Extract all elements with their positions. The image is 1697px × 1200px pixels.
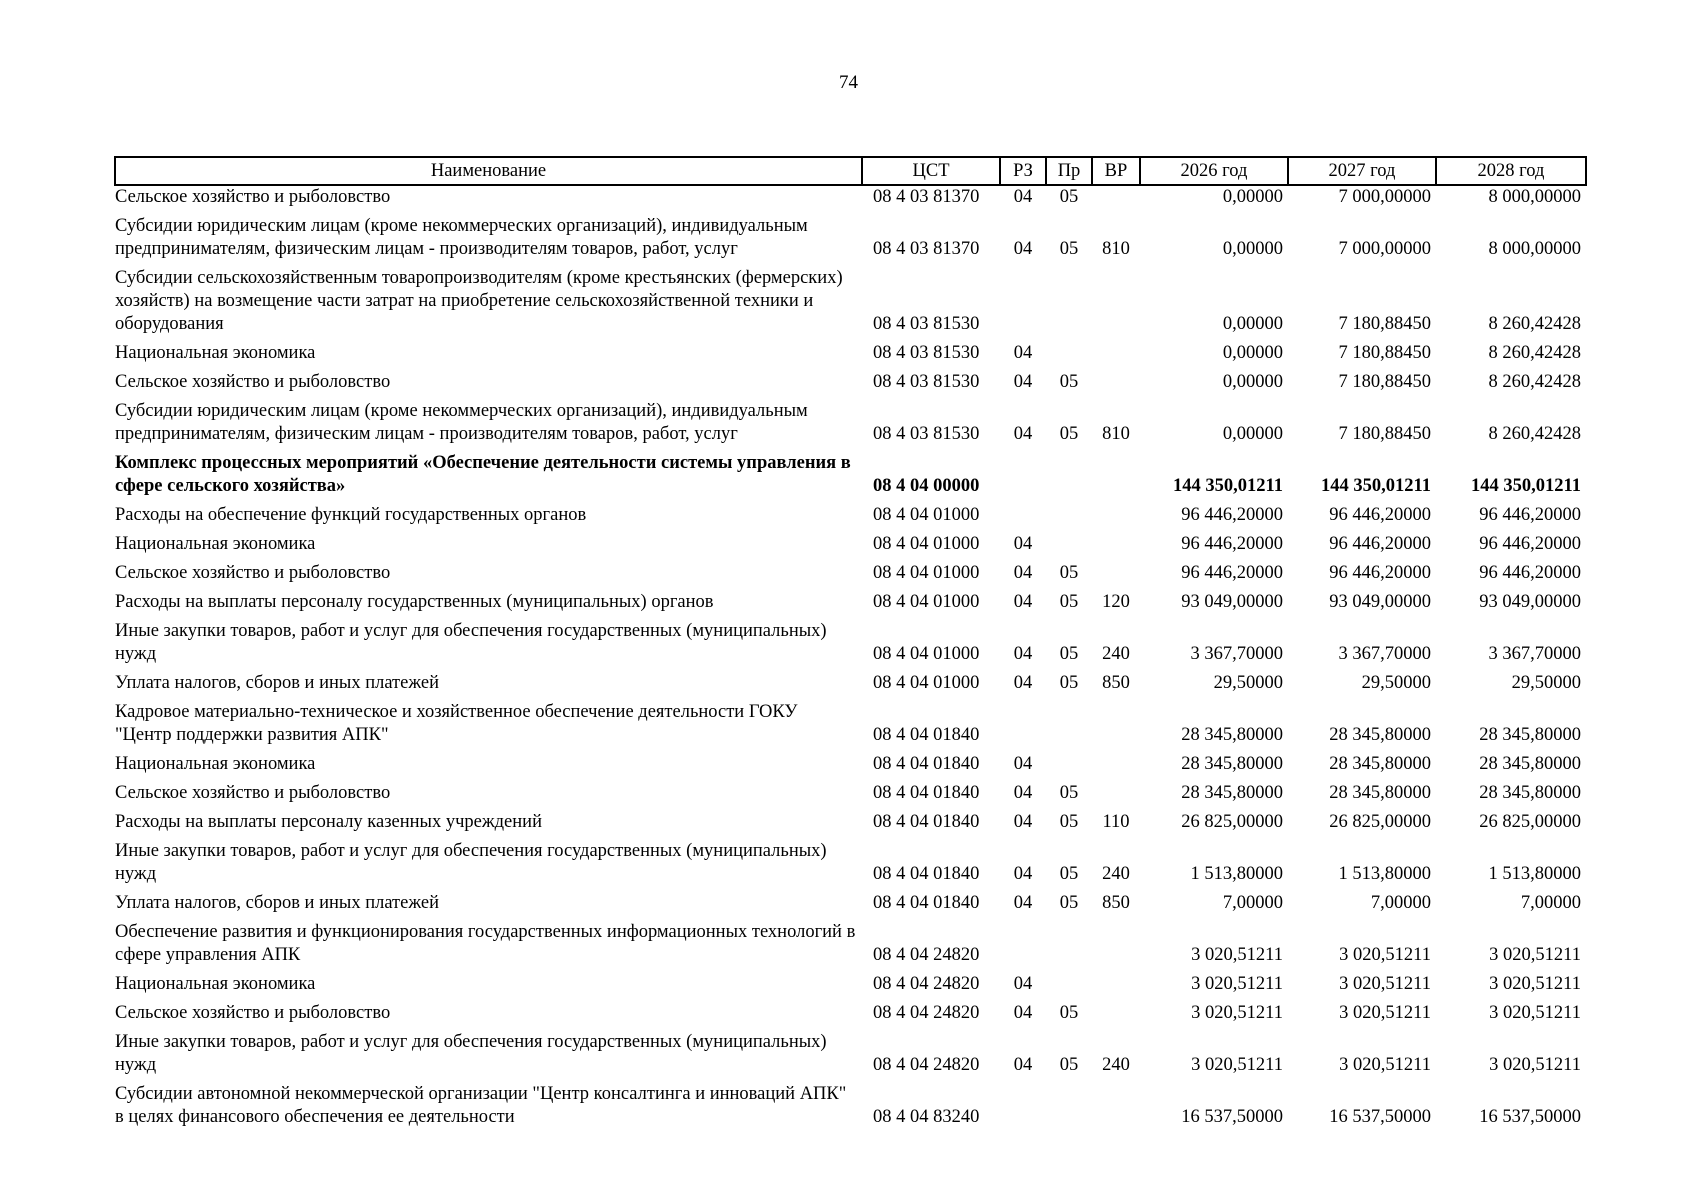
row-cst: 08 4 04 24820 — [873, 974, 980, 994]
row-rz: 04 — [1013, 644, 1033, 664]
row-rz: 04 — [1013, 239, 1033, 259]
row-value-2027: 3 367,70000 — [1338, 644, 1431, 664]
row-name: Расходы на выплаты персоналу казенных учреждений — [115, 812, 542, 832]
row-vr — [1092, 185, 1140, 209]
row-name: Комплекс процессных мероприятий «Обеспечение деятельности системы управления в сфере сельского хозяйства» — [115, 453, 851, 496]
table-row — [115, 446, 1586, 498]
row-value-2027: 28 345,80000 — [1329, 725, 1431, 745]
row-value-2028: 8 260,42428 — [1488, 372, 1581, 392]
table-header — [115, 157, 1586, 185]
row-value-2026: 0,00000 — [1222, 314, 1283, 334]
row-cst: 08 4 04 01000 — [873, 592, 980, 612]
row-pr: 05 — [1059, 424, 1079, 444]
row-value-2027: 16 537,50000 — [1329, 1107, 1431, 1127]
row-rz — [1000, 446, 1046, 498]
row-value-2027: 96 446,20000 — [1329, 505, 1431, 525]
table-row — [115, 527, 1586, 556]
row-pr — [1046, 747, 1092, 776]
row-name: Обеспечение развития и функционирования государственных информационных технологий в сфере управления АПК — [115, 922, 856, 965]
row-value-2027: 96 446,20000 — [1329, 534, 1431, 554]
row-rz: 04 — [1013, 187, 1033, 207]
row-value-2028: 3 020,51211 — [1489, 945, 1581, 965]
budget-table — [114, 156, 1587, 1129]
table-row — [115, 666, 1586, 695]
table-row — [115, 336, 1586, 365]
header-2027: 2027 год — [1288, 157, 1436, 185]
row-value-2028: 96 446,20000 — [1479, 505, 1581, 525]
row-vr — [1092, 336, 1140, 365]
row-cst: 08 4 04 24820 — [873, 945, 980, 965]
row-rz: 04 — [1013, 783, 1033, 803]
row-rz — [1000, 498, 1046, 527]
row-value-2026: 3 020,51211 — [1191, 974, 1283, 994]
row-pr: 05 — [1059, 1055, 1079, 1075]
row-vr — [1092, 498, 1140, 527]
row-cst: 08 4 04 01840 — [873, 754, 980, 774]
table-row — [115, 886, 1586, 915]
row-pr: 05 — [1059, 893, 1079, 913]
row-rz: 04 — [1013, 534, 1033, 554]
table-row — [115, 1077, 1586, 1129]
table-row — [115, 209, 1586, 261]
row-rz — [1000, 1077, 1046, 1129]
row-value-2026: 144 350,01211 — [1173, 476, 1283, 496]
row-value-2026: 28 345,80000 — [1181, 783, 1283, 803]
row-value-2028: 1 513,80000 — [1488, 864, 1581, 884]
row-value-2026: 0,00000 — [1222, 187, 1283, 207]
row-value-2026: 0,00000 — [1222, 424, 1283, 444]
row-value-2027: 3 020,51211 — [1339, 974, 1431, 994]
row-pr: 05 — [1059, 239, 1079, 259]
row-value-2026: 16 537,50000 — [1181, 1107, 1283, 1127]
row-vr: 240 — [1102, 1055, 1130, 1075]
row-pr — [1046, 1077, 1092, 1129]
row-vr: 810 — [1102, 239, 1130, 259]
row-value-2027: 93 049,00000 — [1329, 592, 1431, 612]
row-value-2026: 3 020,51211 — [1191, 1003, 1283, 1023]
row-cst: 08 4 04 24820 — [873, 1003, 980, 1023]
row-vr — [1092, 556, 1140, 585]
row-name: Кадровое материально-техническое и хозяйственное обеспечение деятельности ГОКУ "Центр поддержки развития АПК" — [115, 702, 798, 745]
row-value-2027: 3 020,51211 — [1339, 1055, 1431, 1075]
row-vr — [1092, 527, 1140, 556]
row-vr — [1092, 365, 1140, 394]
row-vr: 850 — [1102, 893, 1130, 913]
row-vr — [1092, 747, 1140, 776]
row-value-2028: 8 260,42428 — [1488, 424, 1581, 444]
table-row — [115, 967, 1586, 996]
row-value-2028: 28 345,80000 — [1479, 754, 1581, 774]
header-name: Наименование — [115, 157, 862, 185]
table-row — [115, 614, 1586, 666]
row-vr: 240 — [1102, 864, 1130, 884]
row-pr: 05 — [1059, 644, 1079, 664]
row-value-2028: 28 345,80000 — [1479, 725, 1581, 745]
row-vr — [1092, 996, 1140, 1025]
table-row — [115, 747, 1586, 776]
header-rz: РЗ — [1000, 157, 1046, 185]
row-value-2028: 96 446,20000 — [1479, 563, 1581, 583]
row-value-2026: 0,00000 — [1222, 239, 1283, 259]
header-pr: Пр — [1046, 157, 1092, 185]
row-value-2026: 0,00000 — [1222, 372, 1283, 392]
row-cst: 08 4 04 01000 — [873, 644, 980, 664]
row-rz: 04 — [1013, 1003, 1033, 1023]
row-value-2028: 96 446,20000 — [1479, 534, 1581, 554]
row-name: Сельское хозяйство и рыболовство — [115, 372, 391, 392]
row-value-2026: 3 367,70000 — [1190, 644, 1283, 664]
row-value-2026: 28 345,80000 — [1181, 754, 1283, 774]
table-row — [115, 805, 1586, 834]
row-pr — [1046, 446, 1092, 498]
row-name: Национальная экономика — [115, 534, 316, 554]
row-value-2026: 93 049,00000 — [1181, 592, 1283, 612]
row-value-2027: 7 180,88450 — [1338, 372, 1431, 392]
row-cst: 08 4 04 01000 — [873, 534, 980, 554]
row-rz: 04 — [1013, 1055, 1033, 1075]
row-vr — [1092, 967, 1140, 996]
row-name: Сельское хозяйство и рыболовство — [115, 563, 391, 583]
row-value-2028: 26 825,00000 — [1479, 812, 1581, 832]
table-row — [115, 365, 1586, 394]
row-name: Иные закупки товаров, работ и услуг для обеспечения государственных (муниципальных) нужд — [115, 841, 827, 884]
row-cst: 08 4 04 01000 — [873, 563, 980, 583]
row-value-2027: 1 513,80000 — [1338, 864, 1431, 884]
row-value-2028: 3 020,51211 — [1489, 1055, 1581, 1075]
table-row — [115, 556, 1586, 585]
row-vr — [1092, 776, 1140, 805]
row-value-2028: 3 020,51211 — [1489, 974, 1581, 994]
row-value-2027: 3 020,51211 — [1339, 945, 1431, 965]
row-pr: 05 — [1059, 812, 1079, 832]
header-2028: 2028 год — [1436, 157, 1586, 185]
table-row — [115, 776, 1586, 805]
row-pr — [1046, 261, 1092, 336]
row-name: Национальная экономика — [115, 974, 316, 994]
row-name: Расходы на выплаты персоналу государственных (муниципальных) органов — [115, 592, 714, 612]
row-value-2027: 144 350,01211 — [1321, 476, 1431, 496]
row-pr: 05 — [1059, 1003, 1079, 1023]
row-vr — [1092, 261, 1140, 336]
row-cst: 08 4 04 01840 — [873, 893, 980, 913]
row-vr — [1092, 1077, 1140, 1129]
table-row — [115, 498, 1586, 527]
row-pr: 05 — [1059, 592, 1079, 612]
row-rz: 04 — [1013, 343, 1033, 363]
row-value-2027: 7 180,88450 — [1338, 314, 1431, 334]
row-value-2028: 144 350,01211 — [1471, 476, 1581, 496]
row-name: Субсидии юридическим лицам (кроме некоммерческих организаций), индивидуальным предпринимателям, физическим лицам - производителям товаров, работ, услуг — [115, 401, 808, 444]
row-value-2026: 26 825,00000 — [1181, 812, 1283, 832]
row-rz — [1000, 695, 1046, 747]
row-value-2028: 16 537,50000 — [1479, 1107, 1581, 1127]
row-value-2027: 7 000,00000 — [1338, 239, 1431, 259]
row-rz: 04 — [1013, 372, 1033, 392]
table-row — [115, 695, 1586, 747]
row-rz: 04 — [1013, 424, 1033, 444]
row-value-2028: 3 367,70000 — [1488, 644, 1581, 664]
row-pr: 05 — [1059, 864, 1079, 884]
row-rz: 04 — [1013, 592, 1033, 612]
row-vr — [1092, 695, 1140, 747]
row-value-2027: 26 825,00000 — [1329, 812, 1431, 832]
row-value-2026: 96 446,20000 — [1181, 563, 1283, 583]
row-value-2026: 3 020,51211 — [1191, 945, 1283, 965]
row-name: Субсидии сельскохозяйственным товаропроизводителям (кроме крестьянских (фермерских) хозяйств) на возмещение части затрат на приобретение сельскохозяйственной техники и оборудования — [115, 268, 843, 334]
row-name: Уплата налогов, сборов и иных платежей — [115, 893, 440, 913]
row-cst: 08 4 03 81370 — [873, 239, 980, 259]
row-name: Уплата налогов, сборов и иных платежей — [115, 673, 440, 693]
row-rz: 04 — [1013, 864, 1033, 884]
page-number: 74 — [839, 72, 858, 93]
row-value-2028: 28 345,80000 — [1479, 783, 1581, 803]
row-pr: 05 — [1059, 563, 1079, 583]
row-cst: 08 4 04 83240 — [873, 1107, 980, 1127]
row-pr: 05 — [1059, 187, 1079, 207]
row-rz: 04 — [1013, 812, 1033, 832]
row-pr — [1046, 336, 1092, 365]
header-cst: ЦСТ — [862, 157, 1000, 185]
row-vr: 240 — [1102, 644, 1130, 664]
row-vr: 850 — [1102, 673, 1130, 693]
row-cst: 08 4 03 81530 — [873, 372, 980, 392]
row-value-2026: 1 513,80000 — [1190, 864, 1283, 884]
row-cst: 08 4 03 81370 — [873, 187, 980, 207]
row-name: Иные закупки товаров, работ и услуг для обеспечения государственных (муниципальных) нужд — [115, 621, 827, 664]
row-rz: 04 — [1013, 893, 1033, 913]
row-cst: 08 4 04 01000 — [873, 673, 980, 693]
header-vr: ВР — [1092, 157, 1140, 185]
table-row — [115, 1025, 1586, 1077]
row-vr: 810 — [1102, 424, 1130, 444]
row-value-2026: 96 446,20000 — [1181, 505, 1283, 525]
row-vr — [1092, 915, 1140, 967]
row-pr: 05 — [1059, 673, 1079, 693]
row-name: Субсидии юридическим лицам (кроме некоммерческих организаций), индивидуальным предпринимателям, физическим лицам - производителям товаров, работ, услуг — [115, 216, 808, 259]
row-cst: 08 4 03 81530 — [873, 314, 980, 334]
table-row — [115, 915, 1586, 967]
row-value-2027: 28 345,80000 — [1329, 783, 1431, 803]
row-cst: 08 4 04 01840 — [873, 812, 980, 832]
row-cst: 08 4 04 01840 — [873, 783, 980, 803]
row-value-2027: 28 345,80000 — [1329, 754, 1431, 774]
row-value-2027: 3 020,51211 — [1339, 1003, 1431, 1023]
row-value-2028: 8 000,00000 — [1488, 239, 1581, 259]
row-rz: 04 — [1013, 754, 1033, 774]
row-cst: 08 4 04 00000 — [873, 476, 980, 496]
table-row — [115, 394, 1586, 446]
row-pr — [1046, 915, 1092, 967]
row-pr — [1046, 527, 1092, 556]
table-row — [115, 185, 1586, 209]
row-value-2026: 96 446,20000 — [1181, 534, 1283, 554]
row-name: Расходы на обеспечение функций государственных органов — [115, 505, 587, 525]
row-cst: 08 4 04 01840 — [873, 725, 980, 745]
row-value-2028: 3 020,51211 — [1489, 1003, 1581, 1023]
row-rz: 04 — [1013, 974, 1033, 994]
row-cst: 08 4 03 81530 — [873, 343, 980, 363]
row-value-2027: 7 000,00000 — [1338, 187, 1431, 207]
table-row — [115, 996, 1586, 1025]
row-value-2027: 7 180,88450 — [1338, 424, 1431, 444]
row-rz: 04 — [1013, 673, 1033, 693]
row-vr: 120 — [1102, 592, 1130, 612]
table-row — [115, 585, 1586, 614]
row-value-2027: 7 180,88450 — [1338, 343, 1431, 363]
row-name: Сельское хозяйство и рыболовство — [115, 1003, 391, 1023]
table-row — [115, 261, 1586, 336]
row-name: Субсидии автономной некоммерческой организации "Центр консалтинга и инноваций АПК" в целях финансового обеспечения ее деятельности — [115, 1084, 847, 1127]
row-pr — [1046, 967, 1092, 996]
row-cst: 08 4 04 01840 — [873, 864, 980, 884]
row-value-2026: 28 345,80000 — [1181, 725, 1283, 745]
table-row — [115, 834, 1586, 886]
row-value-2026: 7,00000 — [1222, 893, 1283, 913]
row-name: Сельское хозяйство и рыболовство — [115, 187, 391, 207]
row-name: Национальная экономика — [115, 754, 316, 774]
row-value-2026: 29,50000 — [1213, 673, 1283, 693]
row-pr — [1046, 695, 1092, 747]
row-value-2027: 7,00000 — [1370, 893, 1431, 913]
row-value-2028: 7,00000 — [1520, 893, 1581, 913]
row-cst: 08 4 04 24820 — [873, 1055, 980, 1075]
row-pr: 05 — [1059, 372, 1079, 392]
row-value-2028: 93 049,00000 — [1479, 592, 1581, 612]
row-pr — [1046, 498, 1092, 527]
row-value-2027: 96 446,20000 — [1329, 563, 1431, 583]
row-name: Национальная экономика — [115, 343, 316, 363]
row-value-2027: 29,50000 — [1361, 673, 1431, 693]
row-name: Иные закупки товаров, работ и услуг для обеспечения государственных (муниципальных) нужд — [115, 1032, 827, 1075]
row-value-2028: 29,50000 — [1511, 673, 1581, 693]
row-rz — [1000, 261, 1046, 336]
row-pr: 05 — [1059, 783, 1079, 803]
row-rz — [1000, 915, 1046, 967]
table-body — [115, 185, 1586, 1129]
row-vr: 110 — [1102, 812, 1130, 832]
header-2026: 2026 год — [1140, 157, 1288, 185]
row-vr — [1092, 446, 1140, 498]
row-cst: 08 4 03 81530 — [873, 424, 980, 444]
row-value-2026: 3 020,51211 — [1191, 1055, 1283, 1075]
row-cst: 08 4 04 01000 — [873, 505, 980, 525]
row-value-2026: 0,00000 — [1222, 343, 1283, 363]
row-name: Сельское хозяйство и рыболовство — [115, 783, 391, 803]
row-value-2028: 8 260,42428 — [1488, 314, 1581, 334]
row-value-2028: 8 260,42428 — [1488, 343, 1581, 363]
row-rz: 04 — [1013, 563, 1033, 583]
row-value-2028: 8 000,00000 — [1488, 187, 1581, 207]
